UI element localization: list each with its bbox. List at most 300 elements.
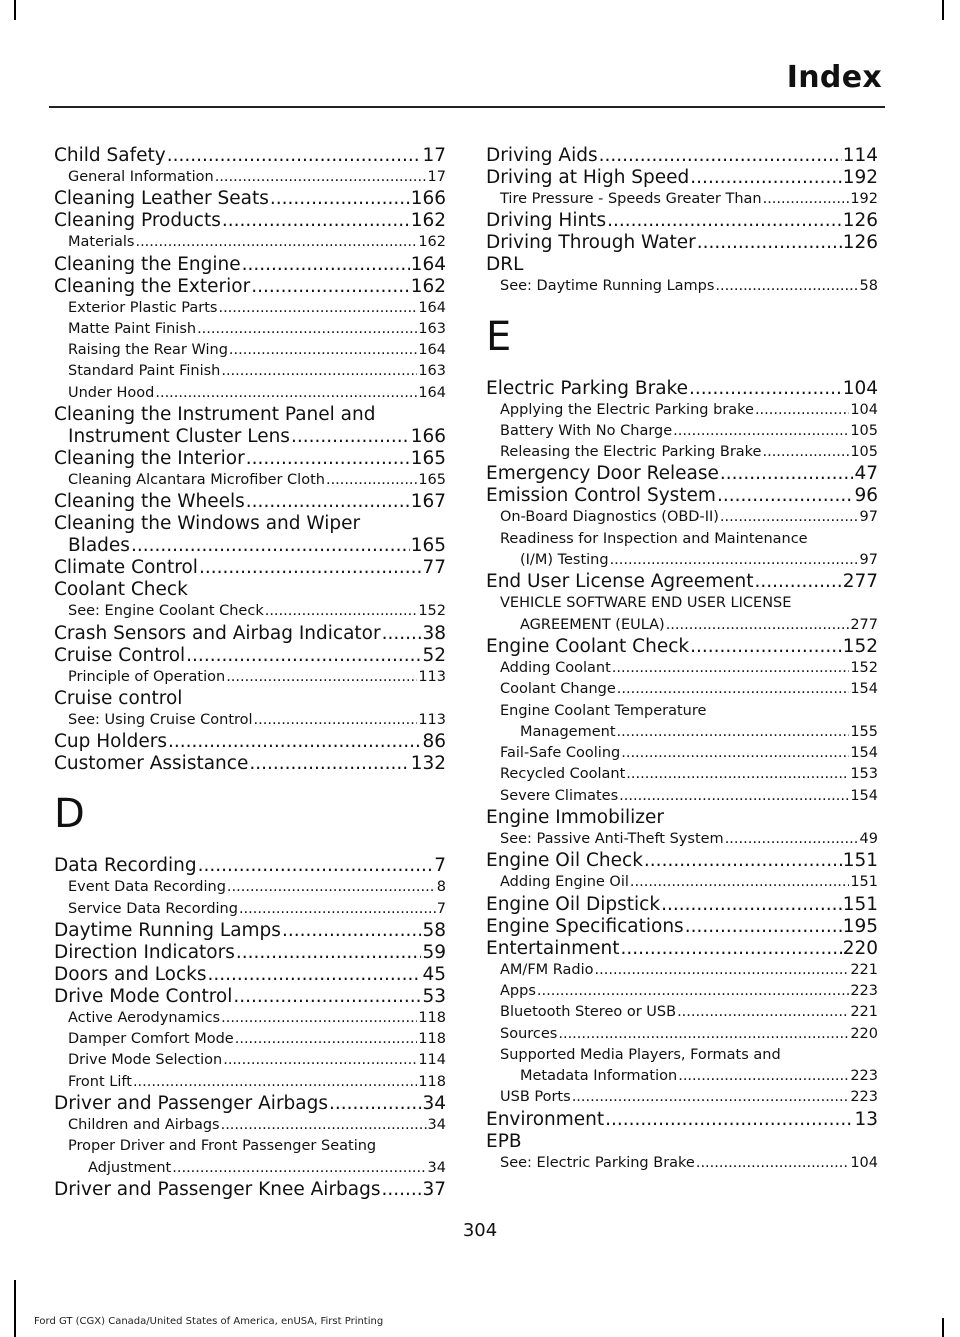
index-subentry [54,899,446,920]
index-entry [54,448,446,470]
entry-text: AM/FM Radio [500,961,594,978]
dot-leader [227,877,436,898]
entry-page: 165 [410,535,446,557]
index-subentry [54,1029,446,1050]
title-divider [49,106,885,108]
index-entry [54,145,446,167]
entry-page: 132 [410,753,446,775]
index-subentry [486,276,878,297]
dot-leader [282,920,422,942]
index-subentry [54,1008,446,1029]
entry-page: 151 [842,850,878,872]
entry-page: 154 [850,681,878,698]
index-entry [54,557,446,579]
entry-page: 97 [859,509,878,526]
dot-leader [155,383,417,404]
entry-page: 221 [850,1004,878,1021]
entry-text: Driver and Passenger Airbags [54,1093,329,1115]
dot-leader [251,276,410,298]
entry-text: Tire Pressure - Speeds Greater Than [500,191,762,207]
entry-text: Event Data Recording [68,879,226,896]
index-entry [486,463,878,485]
entry-text: Driving Hints [486,210,607,232]
dot-leader [720,507,859,528]
dot-leader [291,426,410,448]
entry-page: 164 [410,253,446,275]
index-subentry [54,710,446,731]
index-subentry [54,1115,446,1136]
entry-text: Customer Assistance [54,753,249,775]
entry-page: 277 [842,571,878,593]
index-entry [54,920,446,942]
entry-text: Children and Airbags [68,1117,220,1134]
entry-text: Cleaning the Engine [54,253,241,275]
index-subentry [54,601,446,622]
entry-page: 104 [850,1154,878,1171]
entry-text: Crash Sensors and Airbag Indicator [54,622,381,644]
index-entry [54,855,446,877]
index-subentry [486,400,878,421]
index-subentry [486,679,878,700]
dot-leader [644,850,842,872]
entry-text: Doors and Locks [54,963,207,985]
index-subentry [486,786,878,807]
dot-leader [254,710,418,731]
index-subentry [54,1136,446,1157]
entry-page: 49 [859,831,878,848]
index-entry [486,232,878,254]
index-entry [486,571,878,593]
entry-page: 118 [418,1031,446,1048]
index-subentry [486,872,878,893]
entry-page: 164 [418,299,446,316]
entry-page: 104 [842,377,878,399]
entry-text: USB Ports [500,1089,571,1106]
dot-leader [610,550,859,571]
index-entry [54,210,446,232]
entry-text: See: Daytime Running Lamps [500,278,715,295]
dot-leader [685,916,842,938]
index-entry [54,986,446,1008]
dot-leader [612,658,850,679]
entry-page: 167 [410,491,446,513]
dot-leader [198,855,434,877]
entry-page: 77 [422,557,446,579]
dot-leader [630,872,849,893]
index-subentry [486,701,878,722]
index-subentry [486,1002,878,1023]
dot-leader [725,829,859,850]
dot-leader [717,485,854,507]
index-subentry [486,1045,878,1066]
index-subentry [54,1050,446,1071]
dot-leader [131,535,410,557]
entry-text: Blades [68,535,130,557]
index-subentry [486,615,878,636]
entry-page: 152 [842,635,878,657]
entry-page: 152 [850,659,878,676]
index-subentry [54,340,446,361]
dot-leader [199,557,422,579]
dot-leader [595,960,850,981]
index-entry [54,426,446,448]
index-entry [54,1093,446,1115]
entry-text: Cleaning the Windows and Wiper [54,513,361,535]
entry-text: Adding Coolant [500,659,611,676]
index-subentry [54,383,446,404]
dot-leader [720,463,854,485]
dot-leader [215,167,427,188]
entry-page: 163 [418,320,446,337]
page-number: 304 [462,1220,498,1241]
entry-text: Cruise control [54,687,183,709]
index-entry [486,916,878,938]
index-subentry [486,1153,878,1174]
entry-page: 223 [850,1089,878,1106]
entry-text: VEHICLE SOFTWARE END USER LICENSE [500,595,792,612]
entry-page: 53 [422,985,446,1007]
crop-mark-top-right [942,0,944,20]
index-subentry [486,507,878,528]
entry-text: Matte Paint Finish [68,320,197,337]
entry-page: 47 [854,463,878,485]
dot-leader [221,1115,427,1136]
entry-text: Cleaning the Instrument Panel and [54,404,376,426]
entry-page: 220 [850,1025,878,1042]
crop-mark-bottom-right [942,1318,944,1337]
dot-leader [599,145,842,167]
index-subentry [54,470,446,491]
entry-page: 113 [418,668,446,685]
dot-leader [677,1002,849,1023]
entry-text: See: Using Cruise Control [68,711,253,728]
index-entry [54,513,446,535]
entry-text: Environment [486,1108,605,1130]
dot-leader [537,981,849,1002]
index-entry [54,276,446,298]
dot-leader [755,400,849,421]
entry-page: 154 [850,787,878,804]
index-entry [54,645,446,667]
entry-text: Engine Oil Dipstick [486,893,661,915]
entry-page: 114 [418,1052,446,1069]
entry-text: Damper Comfort Mode [68,1031,234,1048]
entry-page: 34 [427,1117,446,1134]
entry-page: 192 [842,167,878,188]
entry-text: Management [520,723,616,740]
dot-leader [689,378,842,400]
index-subentry [54,319,446,340]
entry-page: 165 [418,472,446,489]
dot-leader [673,421,849,442]
entry-text: Adjustment [88,1159,172,1176]
index-subentry [486,1024,878,1045]
entry-page: 118 [418,1009,446,1026]
dot-leader [168,731,421,753]
entry-page: 192 [850,191,878,207]
entry-text: Climate Control [54,557,198,579]
dot-leader [172,1158,426,1179]
index-subentry [486,743,878,764]
entry-text: Severe Climates [500,787,619,804]
index-entry [486,485,878,507]
entry-page: 52 [422,644,446,666]
index-entry [54,535,446,557]
entry-page: 195 [842,915,878,937]
footer-text: Ford GT (CGX) Canada/United States of America, enUSA, First Printing [34,1316,384,1327]
entry-page: 105 [850,444,878,461]
entry-text: Exterior Plastic Parts [68,299,218,316]
dot-leader [235,1029,418,1050]
dot-leader [621,938,842,960]
entry-text: Materials [68,234,135,251]
dot-leader [197,319,417,340]
entry-text: Applying the Electric Parking brake [500,401,754,418]
dot-leader [242,254,410,276]
dot-leader [617,722,850,743]
entry-text: Coolant Change [500,681,616,698]
index-entry [486,636,878,658]
index-subentry [486,764,878,785]
entry-page: 162 [410,210,446,232]
index-entry [54,731,446,753]
dot-leader [678,1066,849,1087]
entry-page: 8 [436,879,446,896]
entry-page: 162 [418,234,446,251]
entry-page: 105 [850,422,878,439]
index-subentry [486,189,878,210]
index-subentry [54,1072,446,1093]
dot-leader [221,1008,417,1029]
entry-page: 7 [434,855,446,877]
index-subentry [54,167,446,188]
entry-text: Bluetooth Stereo or USB [500,1004,677,1021]
entry-text: Driving at High Speed [486,167,690,188]
index-entry [54,964,446,986]
entry-text: Emission Control System [486,485,716,507]
dot-leader [270,188,410,210]
entry-page: 221 [850,961,878,978]
index-subentry [486,1087,878,1108]
dot-leader [186,645,421,667]
entry-page: 113 [418,711,446,728]
index-entry [54,579,446,601]
entry-text: Engine Coolant Temperature [500,702,707,719]
dot-leader [222,210,410,232]
entry-text: Recycled Coolant [500,766,626,783]
index-entry [486,378,878,400]
entry-page: 7 [436,900,446,917]
dot-leader [715,276,858,297]
entry-text: Data Recording [54,855,197,877]
entry-page: 162 [410,275,446,297]
entry-text: Cleaning the Interior [54,448,245,470]
entry-text: Battery With No Charge [500,422,673,439]
entry-text: General Information [68,169,214,185]
dot-leader [666,615,850,636]
dot-leader [239,899,436,920]
entry-page: 154 [850,745,878,762]
entry-text: Driver and Passenger Knee Airbags [54,1178,381,1200]
entry-text: Cup Holders [54,731,168,753]
entry-page: 17 [422,145,446,166]
entry-text: Emergency Door Release [486,463,719,485]
dot-leader [133,1072,417,1093]
entry-text: Drive Mode Selection [68,1052,223,1069]
index-entry [486,1109,878,1131]
dot-leader [167,145,422,167]
entry-text: AGREEMENT (EULA) [520,616,665,633]
index-subentry [54,667,446,688]
index-subentry [486,442,878,463]
entry-text: Under Hood [68,384,155,401]
section-letter: D [54,791,85,838]
entry-text: End User License Agreement [486,571,754,593]
index-subentry [486,722,878,743]
section-letter: E [486,313,512,360]
entry-text: Engine Specifications [486,915,684,937]
entry-page: 220 [842,937,878,959]
dot-leader [572,1087,850,1108]
entry-page: 45 [422,963,446,985]
index-entry [54,753,446,775]
index-subentry [486,1066,878,1087]
dot-leader [135,232,417,253]
entry-text: Cruise Control [54,644,186,666]
entry-text: Engine Coolant Check [486,635,690,657]
index-column-right [486,145,878,1174]
dot-leader [246,491,410,513]
index-entry [486,850,878,872]
entry-text: Standard Paint Finish [68,363,221,380]
entry-page: 38 [422,622,446,644]
dot-leader [661,894,842,916]
index-subentry [54,298,446,319]
entry-text: Apps [500,982,536,999]
entry-text: Cleaning Alcantara Microfiber Cloth [68,472,325,489]
index-entry [54,491,446,513]
entry-page: 153 [850,766,878,783]
crop-mark-bottom-left [14,1280,16,1337]
entry-page: 96 [854,485,878,507]
index-entry [54,942,446,964]
entry-text: Engine Immobilizer [486,807,664,829]
index-subentry [486,658,878,679]
dot-leader [236,942,422,964]
index-column-left [54,145,446,1201]
dot-leader [208,964,422,986]
entry-text: Driving Through Water [486,232,696,254]
entry-page: 155 [850,723,878,740]
index-entry [486,145,878,167]
index-subentry [54,232,446,253]
entry-text: Engine Oil Check [486,850,643,872]
entry-text: (I/M) Testing [520,552,609,569]
entry-page: 58 [859,278,878,295]
entry-page: 37 [422,1178,446,1200]
dot-leader [619,786,849,807]
dot-leader [246,448,410,470]
index-entry [54,623,446,645]
entry-page: 34 [427,1159,446,1176]
dot-leader [621,743,849,764]
dot-leader [690,167,841,189]
index-entry [486,167,878,189]
entry-page: 223 [850,1068,878,1085]
index-entry [54,188,446,210]
index-entry [486,210,878,232]
index-entry [54,404,446,426]
entry-text: Child Safety [54,145,166,166]
index-subentry [486,421,878,442]
index-entry [54,254,446,276]
index-entry [54,688,446,710]
dot-leader [754,571,841,593]
dot-leader [690,636,842,658]
entry-page: 163 [418,363,446,380]
entry-page: 164 [418,342,446,359]
entry-text: Adding Engine Oil [500,874,629,891]
dot-leader [233,986,421,1008]
index-subentry [486,829,878,850]
entry-text: Front Lift [68,1073,132,1090]
dot-leader [558,1024,849,1045]
entry-text: Raising the Rear Wing [68,342,228,359]
entry-text: Direction Indicators [54,941,235,963]
entry-text: Drive Mode Control [54,985,233,1007]
entry-text: Principle of Operation [68,668,226,685]
entry-text: Readiness for Inspection and Maintenance [500,530,808,547]
dot-leader [617,679,850,700]
index-subentry [54,877,446,898]
entry-page: 118 [418,1073,446,1090]
entry-text: DRL [486,254,524,276]
dot-leader [382,623,422,645]
entry-page: 223 [850,982,878,999]
entry-text: Metadata Information [520,1068,678,1085]
index-subentry [486,529,878,550]
dot-leader [696,1153,849,1174]
dot-leader [697,232,842,254]
dot-leader [265,601,418,622]
index-entry [54,1179,446,1201]
entry-text: Proper Driver and Front Passenger Seating [68,1138,377,1155]
dot-leader [382,1179,422,1201]
index-entry [486,254,878,276]
index-entry [486,807,878,829]
index-entry [486,1131,878,1153]
dot-leader [762,442,849,463]
crop-mark-top-left [14,0,16,20]
entry-text: Service Data Recording [68,900,238,917]
entry-text: See: Passive Anti-Theft System [500,831,724,848]
entry-text: Instrument Cluster Lens [68,426,290,448]
entry-text: Electric Parking Brake [486,377,688,399]
entry-text: Supported Media Players, Formats and [500,1046,781,1063]
entry-page: 17 [427,169,446,185]
entry-page: 86 [422,731,446,753]
dot-leader [218,298,417,319]
entry-page: 97 [859,552,878,569]
entry-text: On-Board Diagnostics (OBD-II) [500,509,719,526]
entry-text: Cleaning Leather Seats [54,188,269,210]
page-title: Index [786,60,882,95]
entry-text: Sources [500,1025,558,1042]
entry-page: 166 [410,426,446,448]
entry-text: See: Engine Coolant Check [68,603,264,620]
entry-page: 165 [410,448,446,470]
entry-text: Driving Aids [486,145,598,166]
